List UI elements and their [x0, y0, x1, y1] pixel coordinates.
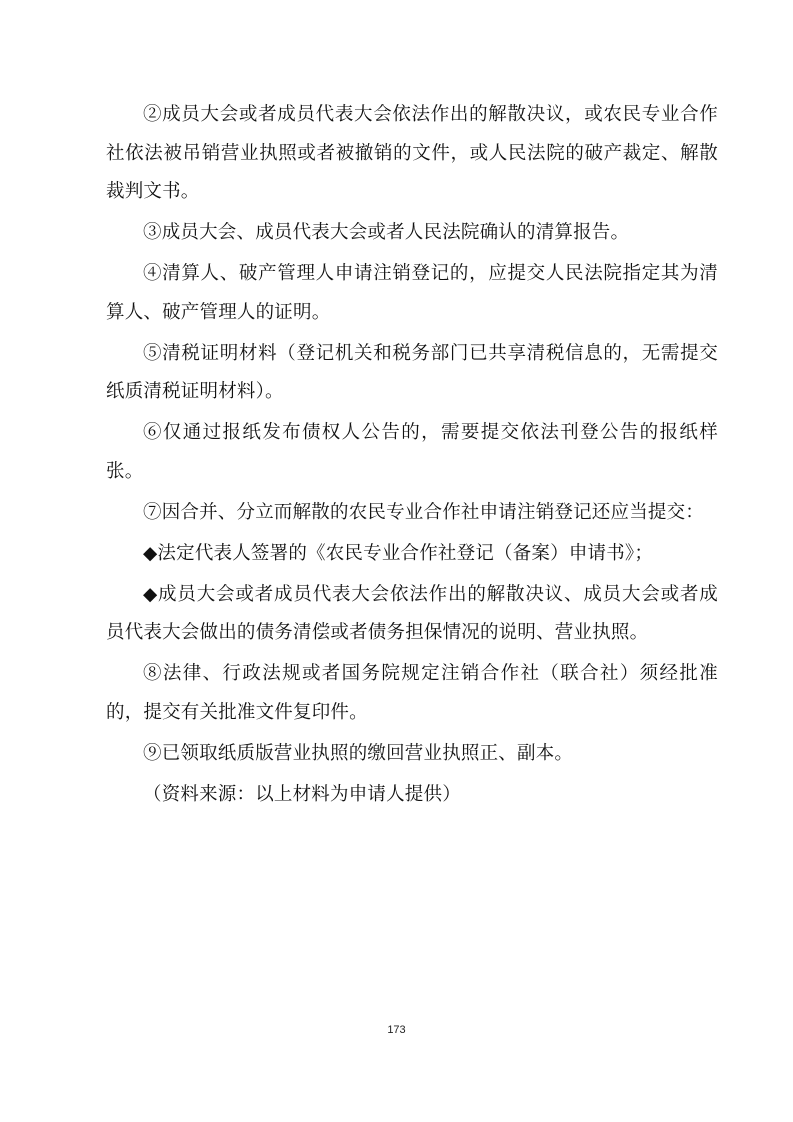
paragraph-item-6: ⑥仅通过报纸发布债权人公告的，需要提交依法刊登公告的报纸样张。	[106, 422, 718, 482]
paragraph-item-4: ④清算人、破产管理人申请注销登记的，应提交人民法院指定其为清算人、破产管理人的证明。	[106, 263, 718, 323]
document-body	[106, 96, 718, 817]
source-note: （资料来源：以上材料为申请人提供）	[143, 783, 461, 805]
bullet-item-dissolution-resolution: ◆成员大会或者成员代表大会依法作出的解散决议、成员大会或者成员代表大会做出的债务清偿或者债务担保情况的说明、营业执照。	[106, 583, 718, 643]
paragraph-item-2: ②成员大会或者成员代表大会依法作出的解散决议，或农民专业合作社依法被吊销营业执照或者被撤销的文件，或人民法院的破产裁定、解散裁判文书。	[106, 104, 718, 202]
paragraph-item-5: ⑤清税证明材料（登记机关和税务部门已共享清税信息的，无需提交纸质清税证明材料）。	[106, 342, 718, 402]
bullet-item-application-form: ◆法定代表人签署的《农民专业合作社登记（备案）申请书》；	[143, 542, 654, 564]
paragraph-item-7: ⑦因合并、分立而解散的农民专业合作社申请注销登记还应当提交：	[143, 501, 705, 523]
page-number: 173	[387, 1024, 406, 1036]
paragraph-item-9: ⑨已领取纸质版营业执照的缴回营业执照正、副本。	[143, 742, 574, 764]
paragraph-item-3: ③成员大会、成员代表大会或者人民法院确认的清算报告。	[143, 222, 630, 243]
paragraph-item-8: ⑧法律、行政法规或者国务院规定注销合作社（联合社）须经批准的，提交有关批准文件复印件。	[106, 663, 718, 723]
